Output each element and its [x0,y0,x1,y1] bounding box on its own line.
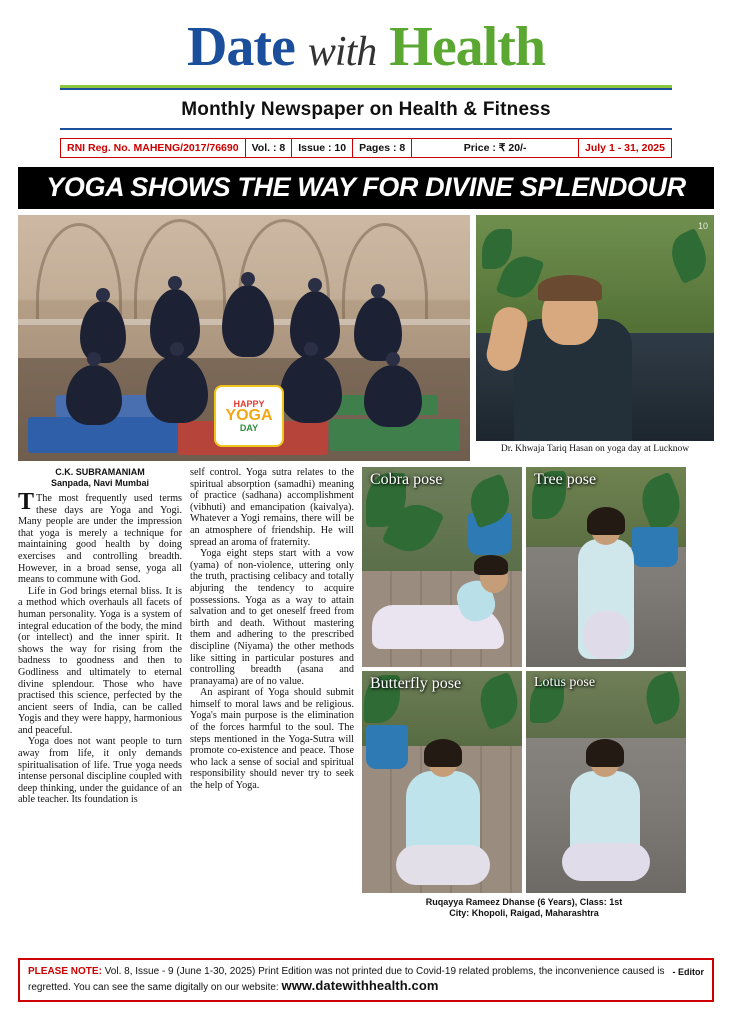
byline-author: C.K. SUBRAMANIAM [55,467,145,477]
paragraph: Life in God brings eternal bliss. It is a method which overhauls all facets of human personality. Yoga is a system of integral education of the body, the mind (or intellect) and the inner spirit. It shows the way for rising from the badness to goodness and then to Godliness and ultimately to eternal divine splendour. Those who have practised this science, perfected by the ancient seers of India, can be called Yogis and they were happy, harmonious and peaceful. [18,585,182,736]
dropcap-letter: T [18,489,35,515]
issue: Issue : 10 [291,139,352,157]
byline-location: Sanpada, Navi Mumbai [50,478,150,488]
pose-label: Tree pose [534,471,597,488]
photo-doctor-yoga-day: 10 [476,215,714,441]
editor-signature: - Editor [672,966,704,977]
please-note-box [18,958,714,1002]
rni-number: RNI Reg. No. MAHENG/2017/76690 [67,142,239,154]
paragraph [18,489,182,586]
photo-cobra-pose [362,467,522,667]
masthead-title [18,18,714,81]
masthead-tagline: Monthly Newspaper on Health & Fitness [181,99,551,120]
pose-label: Lotus pose [534,675,596,690]
photo-butterfly-pose [362,671,522,893]
masthead-word-with: with [307,29,377,75]
gallery-caption-line-1: Ruqayya Rameez Dhanse (6 Years), Class: 1st [425,897,623,907]
main-headline: YOGA SHOWS THE WAY FOR DIVINE SPLENDOUR [18,167,714,209]
pose-label: Butterfly pose [370,675,462,692]
please-note-label: PLEASE NOTE: [28,966,102,977]
article-body [18,467,714,919]
top-photo-row [18,215,714,461]
article-column-1 [18,467,182,919]
gallery-caption-line-2: City: Khopoli, Raigad, Maharashtra [449,908,599,918]
publication-info-strip [60,138,672,158]
tagline-divider [60,128,672,130]
masthead-word-health: Health [389,16,546,78]
please-note-text: Vol. 8, Issue - 9 (June 1-30, 2025) Print Edition was not printed due to Covid-19 related problems, the inconvenience caused is regretted. You can see the same digitally on our website: [28,966,665,993]
pose-label: Cobra pose [370,471,443,488]
side-photo-block [476,215,714,461]
pages: Pages : 8 [352,139,411,157]
paragraph-text: The most frequently used terms these days are Yoga and Yogi. Many people are under the impression that yoga is merely a technique for maintaining good health by doing exercises and controlling breadth. However, in a broad sense, yoga all means to commune with God. [18,493,182,586]
volume: Vol. : 8 [245,139,292,157]
photo-tree-pose [526,467,686,667]
paragraph: An aspirant of Yoga should submit himself to moral laws and be religious. Yoga's main purpose is the elimination of the forces harmful to the soul. The steps mentioned in the Yoga-Sutra will promote co-existence and peace. Those who lack a sense of social and spiritual responsibility should never try to seek the help of Yoga. [190,687,354,792]
article-column-2 [190,467,354,919]
paragraph: Yoga does not want people to turn away from life, it only demands spiritualisation of life. True yoga needs intense personal discipline coupled with deep thinking, under the guidance of an able teacher. Its foundation is [18,736,182,806]
issue-date: July 1 - 31, 2025 [578,139,671,157]
main-photo-group-yoga [18,215,470,461]
photo-lotus-pose [526,671,686,893]
paragraph: Yoga eight steps start with a vow (yama) of non-violence, uttering only the truth, practising celibacy and totally abjuring the tendency to acquire possessions. Yoga as a way to attain salvation and to get oneself freed from birth and death. Without mastering them and adhering to the prescribed discipline (Niyama) the other methods like sitting in particular postures and controlling breadth (asana and pranayama) are of no value. [190,548,354,687]
website-link[interactable]: www.datewithhealth.com [281,977,439,993]
pose-photo-gallery [362,467,686,919]
side-photo-caption: Dr. Khwaja Tariq Hasan on yoga day at Lucknow [500,444,690,454]
paragraph: self control. Yoga sutra relates to the spiritual absorption (samadhi) meaning of practice (sadhana) accomplishment (vibhuti) and emancipation (kaivalya). Whatever a Yogi remains, there will be an atmosphere of friendship. He will spread an aroma of fraternity. [190,467,354,548]
price: Price : ₹ 20/- [411,139,578,157]
masthead [18,0,714,130]
byline [18,467,182,489]
yoga-day-logo: HAPPY YOGA DAY [214,385,284,447]
masthead-divider [60,85,672,90]
gallery-caption [362,893,686,919]
masthead-word-date: Date [186,16,295,78]
